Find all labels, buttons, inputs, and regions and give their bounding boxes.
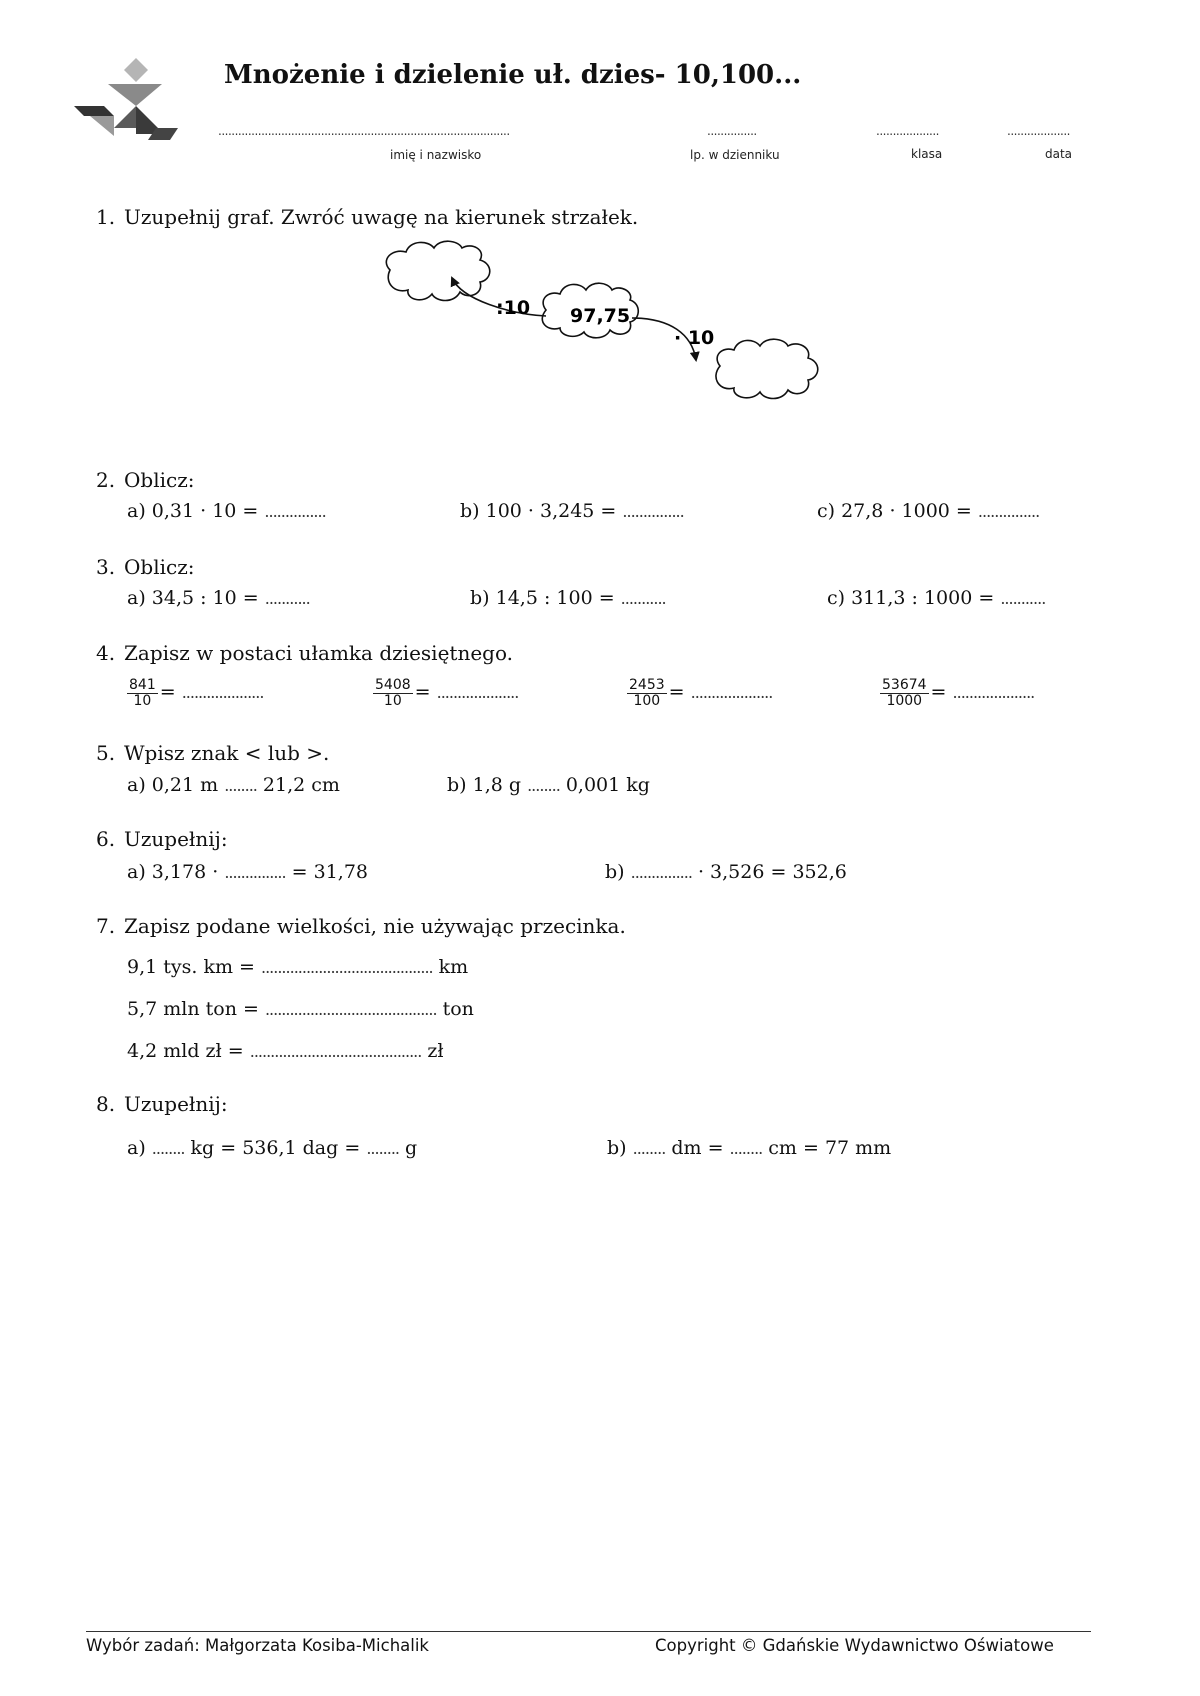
answer-blank[interactable]: ........ <box>527 776 560 795</box>
task-2-item-b: b) 100 · 3,245 = ............... <box>460 500 684 522</box>
task-5-item-a: a) 0,21 m ........ 21,2 cm <box>127 774 340 796</box>
task-5-item-b: b) 1,8 g ........ 0,001 kg <box>447 774 650 796</box>
fraction: $\frac{841}{10}$ <box>129 677 156 709</box>
task-8-item-b: b) ........ dm = ........ cm = 77 mm <box>607 1137 892 1159</box>
answer-blank[interactable]: ........ <box>632 1139 666 1158</box>
answer-blank[interactable]: ........... <box>264 589 310 608</box>
date-field-dots[interactable]: ................... <box>1007 124 1070 138</box>
footer-author: Wybór zadań: Małgorzata Kosiba-Michalik <box>86 1636 429 1655</box>
task-1: 1. Uzupełnij graf. Zwróć uwagę na kierunek strzałek. <box>96 205 639 229</box>
worksheet-title: Mnożenie i dzielenie uł. dzies- 10,100... <box>224 60 802 90</box>
answer-blank[interactable]: ........ <box>151 1139 185 1158</box>
fraction: $\frac{53674}{1000}$ <box>882 677 927 709</box>
footer-copyright: Copyright © Gdańskie Wydawnictwo Oświatowe <box>655 1636 1054 1655</box>
task-5: 5. Wpisz znak < lub >. <box>96 741 330 765</box>
task-3: 3. Oblicz: <box>96 555 195 579</box>
task-6-item-b: b) ............... · 3,526 = 352,6 <box>605 861 847 883</box>
empty-cloud-top <box>386 241 489 300</box>
answer-blank[interactable]: ............... <box>977 502 1040 521</box>
center-value: 97,75 <box>570 305 631 327</box>
register-number-caption: lp. w dzienniku <box>690 148 780 162</box>
task-2-item-c: c) 27,8 · 1000 = ............... <box>817 500 1040 522</box>
graph-diagram <box>380 238 830 448</box>
answer-blank[interactable]: .................... <box>181 683 264 703</box>
task-6: 6. Uzupełnij: <box>96 827 228 851</box>
task-6-item-a: a) 3,178 · ............... = 31,78 <box>127 861 369 883</box>
fraction: $\frac{2453}{100}$ <box>629 677 665 709</box>
answer-blank[interactable]: ........ <box>366 1139 399 1158</box>
task-4: 4. Zapisz w postaci ułamka dziesiętnego. <box>96 641 514 665</box>
multiply-label: · 10 <box>674 327 715 349</box>
answer-blank[interactable]: .......................................... <box>264 1000 437 1019</box>
task-3-item-c: c) 311,3 : 1000 = ........... <box>827 587 1046 609</box>
answer-blank[interactable]: ........... <box>1000 589 1046 608</box>
answer-blank[interactable]: ........ <box>729 1139 763 1158</box>
answer-blank[interactable]: ............... <box>264 502 326 521</box>
answer-blank[interactable]: ............... <box>224 863 286 882</box>
answer-blank[interactable]: .................... <box>436 683 519 703</box>
answer-blank[interactable]: ........... <box>620 589 666 608</box>
answer-blank[interactable]: ............... <box>630 863 692 882</box>
register-number-dots[interactable]: ............... <box>707 124 757 138</box>
task-7: 7. Zapisz podane wielkości, nie używając przecinka. <box>96 914 626 938</box>
name-field-caption: imię i nazwisko <box>390 148 482 162</box>
task-4-item-1: $\frac{841}{10}$ = .................... <box>129 677 264 709</box>
tangram-runner-logo <box>74 56 180 146</box>
task-8: 8. Uzupełnij: <box>96 1092 228 1116</box>
empty-cloud-bottom <box>716 339 818 398</box>
fraction: $\frac{5408}{10}$ <box>375 677 411 709</box>
name-field-dots[interactable]: ........................................................................................ <box>218 124 510 138</box>
task-3-item-b: b) 14,5 : 100 = ........... <box>470 587 666 609</box>
task-4-item-4: $\frac{53674}{1000}$ = .................... <box>882 677 1035 709</box>
answer-blank[interactable]: ............... <box>622 502 684 521</box>
answer-blank[interactable]: .................... <box>952 683 1035 703</box>
task-7-item-2: 5,7 mln ton = .......................................... ton <box>127 998 474 1020</box>
task-2-item-a: a) 0,31 · 10 = ............... <box>127 500 326 522</box>
answer-blank[interactable]: .......................................... <box>261 958 433 977</box>
class-field-dots[interactable]: ................... <box>876 124 939 138</box>
answer-blank[interactable]: .................... <box>690 683 773 703</box>
task-2: 2. Oblicz: <box>96 468 195 492</box>
footer-divider <box>86 1631 1091 1632</box>
task-7-item-3: 4,2 mld zł = .......................................... zł <box>127 1040 444 1062</box>
task-3-item-a: a) 34,5 : 10 = ........... <box>127 587 310 609</box>
answer-blank[interactable]: ........ <box>224 776 257 795</box>
class-field-caption: klasa <box>911 147 943 161</box>
task-4-item-2: $\frac{5408}{10}$ = .................... <box>375 677 519 709</box>
divide-label: :10 <box>496 297 531 319</box>
task-4-item-3: $\frac{2453}{100}$ = .................... <box>629 677 773 709</box>
task-8-item-a: a) ........ kg = 536,1 dag = ........ g <box>127 1137 418 1159</box>
date-field-caption: data <box>1045 147 1073 161</box>
task-7-item-1: 9,1 tys. km = .......................................... km <box>127 956 469 978</box>
answer-blank[interactable]: .......................................... <box>249 1042 422 1061</box>
